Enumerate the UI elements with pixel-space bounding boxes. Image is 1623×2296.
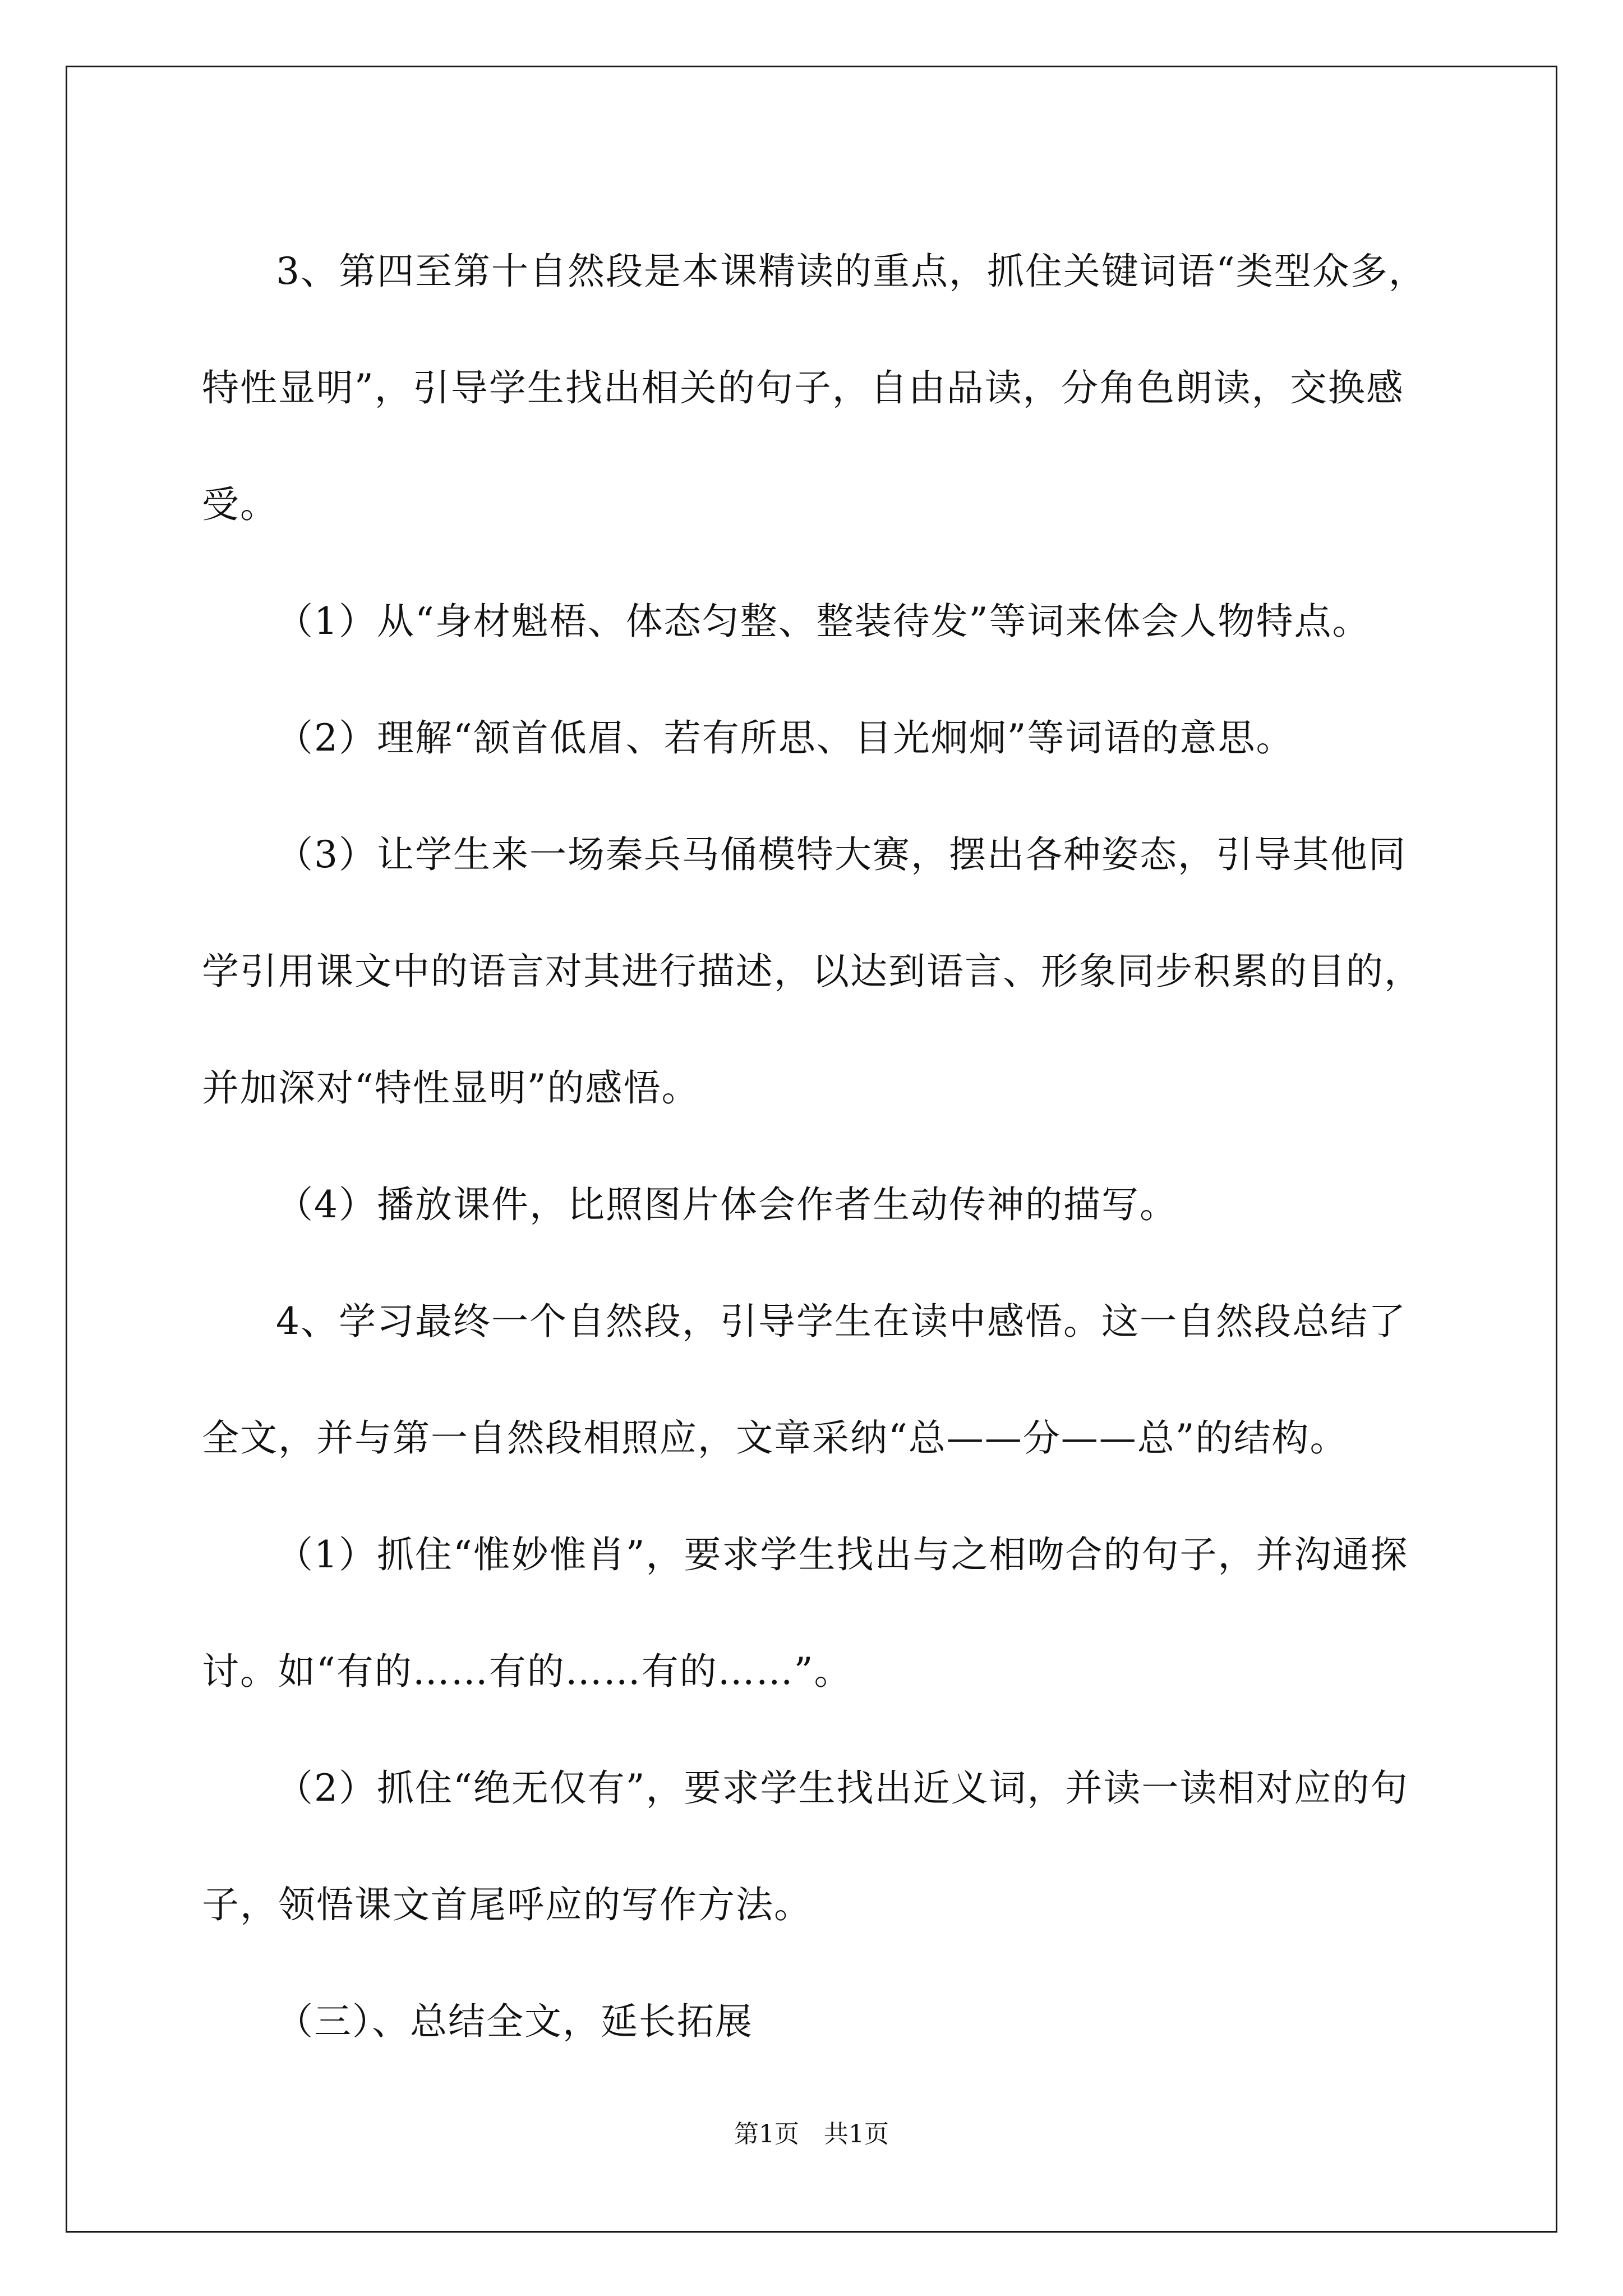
document-body <box>202 213 1430 2080</box>
paragraph: （3）让学生来一场秦兵马俑模特大赛，摆出各种姿态，引导其他同学引用课文中的语言对其进行描述，以达到语言、形象同步积累的目的，并加深对“特性显明”的感悟。 <box>202 833 1422 1110</box>
paragraph: （1）抓住“惟妙惟肖”，要求学生找出与之相吻合的句子，并沟通探讨。如“有的……有的……有的……”。 <box>202 1533 1409 1693</box>
paragraph: （2）抓住“绝无仅有”，要求学生找出近义词，并读一读相对应的句子，领悟课文首尾呼应的写作方法。 <box>202 1766 1409 1926</box>
paragraph: （4）播放课件，比照图片体会作者生动传神的描写。 <box>276 1183 1178 1226</box>
page-number-footer: 第1页 共1页 <box>734 2120 889 2148</box>
paragraph: 3、第四至第十自然段是本课精读的重点，抓住关键词语“类型众多，特性显明”，引导学生找出相关的句子，自由品读，分角色朗读，交换感受。 <box>202 250 1427 526</box>
paragraph: （1）从“身材魁梧、体态匀整、整装待发”等词来体会人物特点。 <box>276 600 1371 643</box>
paragraph: 4、学习最终一个自然段，引导学生在读中感悟。这一自然段总结了全文，并与第一自然段相照应，文章采纳“总——分——总”的结构。 <box>202 1300 1407 1460</box>
paragraph: （三）、总结全文，延长拓展 <box>276 2000 753 2043</box>
paragraph: （2）理解“颔首低眉、若有所思、目光炯炯”等词语的意思。 <box>276 716 1294 760</box>
